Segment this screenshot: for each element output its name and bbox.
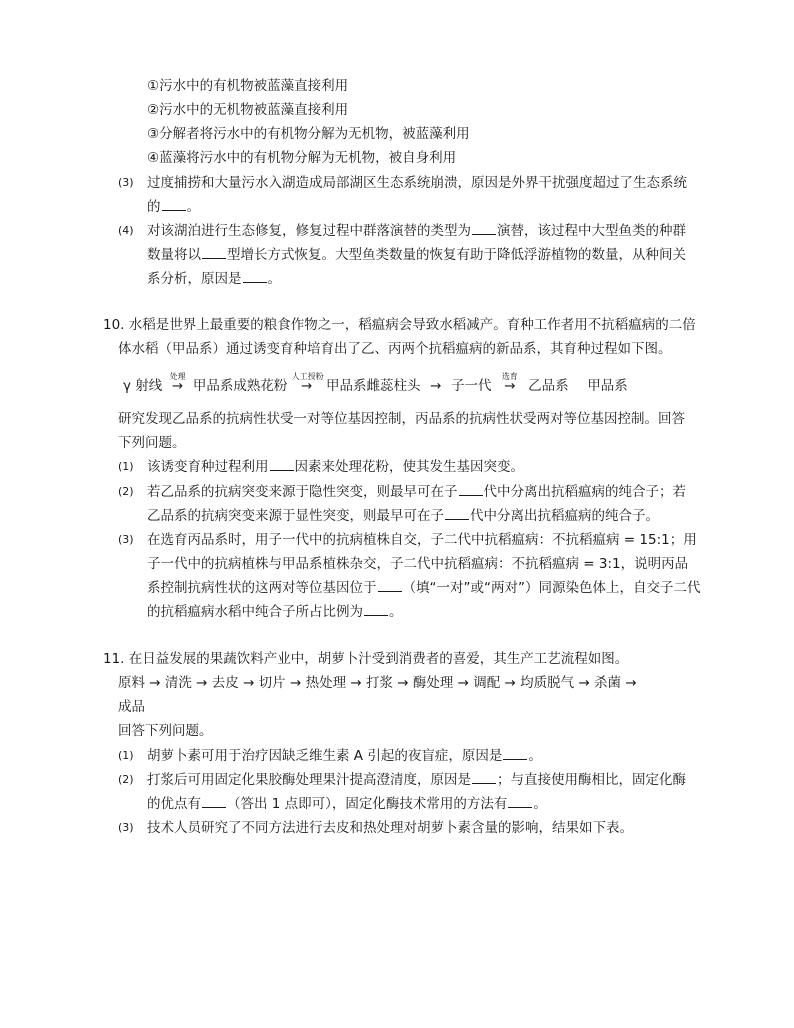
arrow-label: 处理 — [169, 372, 186, 381]
q10-3-line4: 的抗稻瘟病水稻中纯合子所占比例为 。 — [147, 604, 403, 620]
flow-step: 甲品系 — [587, 378, 628, 394]
answer-blank[interactable] — [508, 795, 532, 808]
arrow-label: 人工授粉 — [291, 372, 324, 381]
subq-number: (3) — [118, 821, 134, 834]
answer-blank[interactable] — [270, 458, 294, 471]
q10-3-line2: 子一代中的抗病植株与甲品系植株杂交，子二代中抗稻瘟病：不抗稻瘟病 = 3:1，说明丙品 — [147, 556, 689, 572]
process-flow-line2: 成品 — [118, 699, 145, 715]
option-1: ①污水中的有机物被蓝藻直接利用 — [147, 78, 349, 94]
q10-3-line1: 在选育丙品系时，用子一代中的抗病植株自交，子二代中抗稻瘟病：不抗稻瘟病 = 15:1；用 — [147, 532, 697, 548]
q11-2-line2: 的优点有 （答出 1 点即可），固定化酶技术常用的方法有 。 — [147, 796, 547, 812]
q10-stem-line2: 体水稻（甲品系）通过诱变育种培育出了乙、丙两个抗稻瘟病的新品系，其育种过程如下图。 — [118, 341, 672, 357]
q9-4-line3: 系分析，原因是 。 — [147, 271, 281, 287]
q11-1: 胡萝卜素可用于治疗因缺乏维生素 A 引起的夜盲症，原因是 。 — [147, 748, 542, 764]
subq-number: (4) — [118, 224, 134, 237]
flow-step: 甲品系雌蕊柱头 — [325, 378, 421, 394]
q9-4-line1: 对该湖泊进行生态修复，修复过程中群落演替的类型为 演替，该过程中大型鱼类的种群 — [147, 223, 686, 239]
q10-stem-line3: 研究发现乙品系的抗病性状受一对等位基因控制，丙品系的抗病性状受两对等位基因控制。回答 — [118, 411, 685, 427]
subq-number: (3) — [118, 176, 134, 189]
flow-step: 子一代 — [451, 378, 492, 394]
arrow-icon: 选育 → — [496, 377, 524, 395]
breeding-flowchart — [123, 372, 628, 395]
arrow-label: 选育 — [501, 372, 518, 381]
q10-stem-line4: 下列问题。 — [118, 435, 186, 451]
subq-number: (3) — [118, 533, 134, 546]
q11-stem-line2: 回答下列问题。 — [118, 723, 213, 739]
flow-step: 甲品系成熟花粉 — [192, 378, 288, 394]
q10-stem-line1: 10. 水稻是世界上最重要的粮食作物之一，稻瘟病会导致水稻减产。育种工作者用不抗稻瘟病的二倍 — [103, 317, 696, 333]
q9-3-line1: 过度捕捞和大量污水入湖造成局部湖区生态系统崩溃，原因是外界干扰强度超过了生态系统 — [147, 175, 687, 191]
flow-step: 乙品系 — [528, 378, 569, 394]
answer-blank[interactable] — [202, 795, 226, 808]
q11-stem-line1: 11. 在日益发展的果蔬饮料产业中，胡萝卜汁受到消费者的喜爱，其生产工艺流程如图。 — [103, 651, 629, 667]
option-3: ③分解者将污水中的有机物分解为无机物，被蓝藻利用 — [147, 126, 470, 142]
flow-step: γ 射线 — [123, 378, 163, 394]
q9-3-line2: 的 。 — [147, 199, 200, 215]
q10-2-line2: 乙品系的抗病突变来源于显性突变，则最早可在子 代中分离出抗稻瘟病的纯合子。 — [147, 508, 659, 524]
answer-blank[interactable] — [472, 222, 496, 235]
answer-blank[interactable] — [364, 603, 388, 616]
q11-3: 技术人员研究了不同方法进行去皮和热处理对胡萝卜素含量的影响，结果如下表。 — [147, 820, 633, 836]
option-2: ②污水中的无机物被蓝藻直接利用 — [147, 102, 349, 118]
answer-blank[interactable] — [378, 579, 402, 592]
q11-2-line1: 打浆后可用固定化果胶酶处理果汁提高澄清度，原因是 ；与直接使用酶相比，固定化酶 — [147, 772, 686, 788]
subq-number: (1) — [118, 460, 134, 473]
answer-blank[interactable] — [445, 507, 469, 520]
answer-blank[interactable] — [243, 270, 267, 283]
option-4: ④蓝藻将污水中的有机物分解为无机物，被自身利用 — [147, 150, 457, 166]
answer-blank[interactable] — [472, 771, 496, 784]
subq-number: (2) — [118, 485, 134, 498]
arrow-icon: 处理 → — [167, 377, 189, 395]
q10-3-line3: 系控制抗病性状的这两对等位基因位于 （填“一对”或“两对”）同源染色体上，自交子二代 — [147, 580, 701, 596]
arrow-icon: 人工授粉 → — [292, 377, 322, 395]
answer-blank[interactable] — [162, 198, 186, 211]
q10-1: 该诱变育种过程利用 因素来处理花粉，使其发生基因突变。 — [147, 459, 524, 475]
subq-number: (2) — [118, 773, 134, 786]
answer-blank[interactable] — [503, 747, 527, 760]
answer-blank[interactable] — [202, 246, 226, 259]
q10-2-line1: 若乙品系的抗病突变来源于隐性突变，则最早可在子 代中分离出抗稻瘟病的纯合子；若 — [147, 484, 686, 500]
arrow-icon: → — [430, 378, 442, 394]
answer-blank[interactable] — [459, 483, 483, 496]
subq-number: (1) — [118, 749, 134, 762]
process-flow-line1: 原料 → 清洗 → 去皮 → 切片 → 热处理 → 打浆 → 酶处理 → 调配 → 均质脱气 → 杀菌 → — [118, 675, 637, 691]
q9-4-line2: 数量将以 型增长方式恢复。大型鱼类数量的恢复有助于降低浮游植物的数量，从种间关 — [147, 247, 686, 263]
